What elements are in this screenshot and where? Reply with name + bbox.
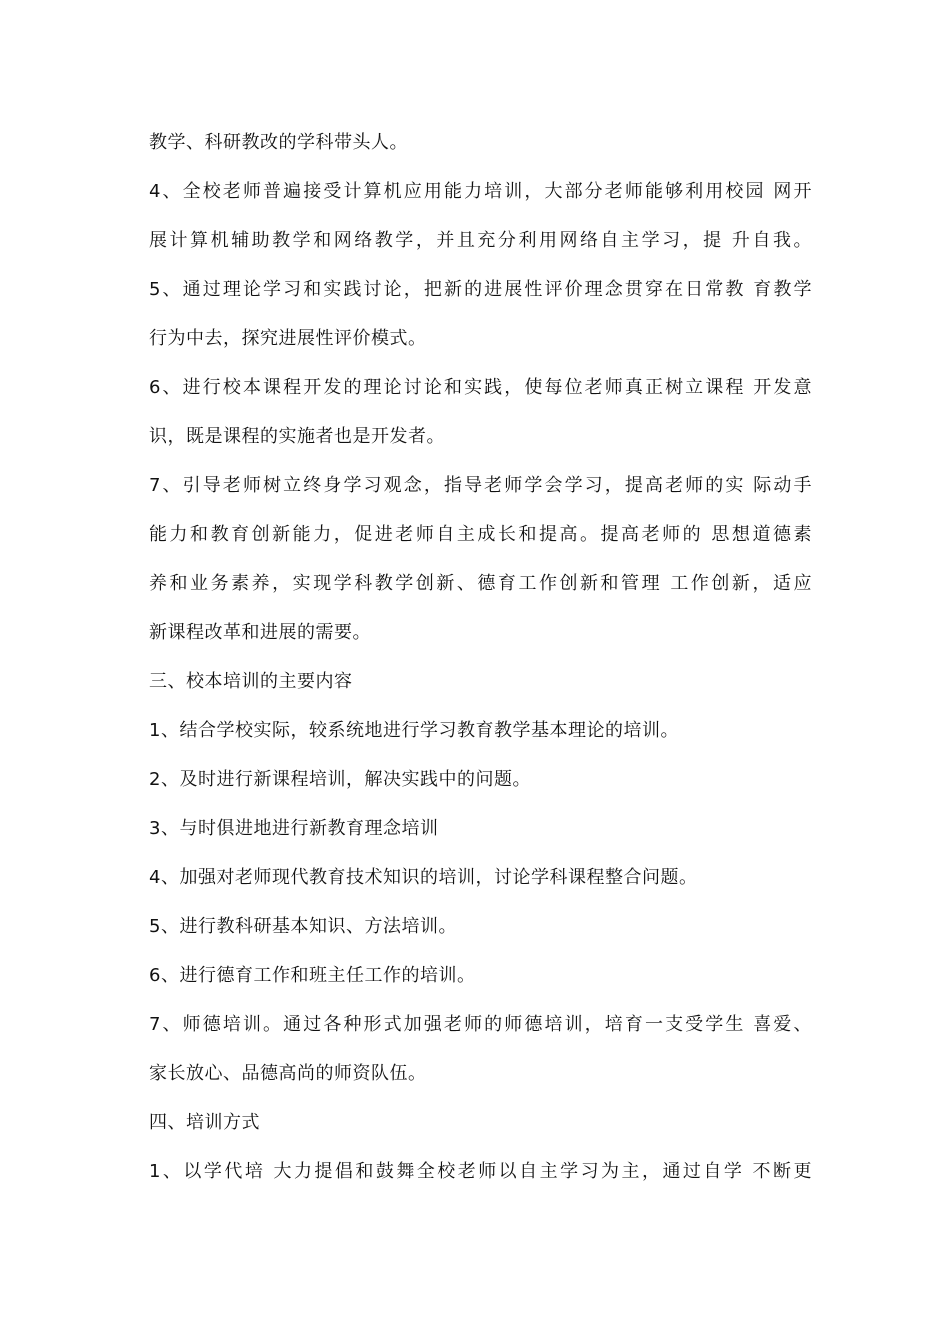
text-line: 7、师德培训。通过各种形式加强老师的师德培训，培育一支受学生 喜爱、 bbox=[149, 1014, 812, 1035]
text-line: 能力和教育创新能力，促进老师自主成长和提高。提高老师的 思想道德素 bbox=[149, 524, 812, 545]
text-line: 6、进行校本课程开发的理论讨论和实践，使每位老师真正树立课程 开发意 bbox=[149, 377, 812, 398]
text-line: 1、以学代培 大力提倡和鼓舞全校老师以自主学习为主，通过自学 不断更 bbox=[149, 1161, 812, 1182]
text-line: 2、及时进行新课程培训，解决实践中的问题。 bbox=[149, 769, 531, 790]
section-heading: 三、校本培训的主要内容 bbox=[149, 671, 353, 692]
text-line: 7、引导老师树立终身学习观念，指导老师学会学习，提高老师的实 际动手 bbox=[149, 475, 812, 496]
text-line: 家长放心、品德高尚的师资队伍。 bbox=[149, 1063, 427, 1084]
text-line: 新课程改革和进展的需要。 bbox=[149, 622, 371, 643]
text-line: 4、全校老师普遍接受计算机应用能力培训，大部分老师能够利用校园 网开 bbox=[149, 181, 812, 202]
text-line: 1、结合学校实际，较系统地进行学习教育教学基本理论的培训。 bbox=[149, 720, 679, 741]
text-line: 6、进行德育工作和班主任工作的培训。 bbox=[149, 965, 476, 986]
text-line: 养和业务素养，实现学科教学创新、德育工作创新和管理 工作创新，适应 bbox=[149, 573, 812, 594]
text-line: 5、进行教科研基本知识、方法培训。 bbox=[149, 916, 457, 937]
text-line: 行为中去，探究进展性评价模式。 bbox=[149, 328, 427, 349]
text-line: 4、加强对老师现代教育技术知识的培训，讨论学科课程整合问题。 bbox=[149, 867, 698, 888]
text-line: 5、通过理论学习和实践讨论，把新的进展性评价理念贯穿在日常教 育教学 bbox=[149, 279, 812, 300]
text-line: 3、与时俱进地进行新教育理念培训 bbox=[149, 818, 439, 839]
section-heading: 四、培训方式 bbox=[149, 1112, 260, 1133]
text-line: 识，既是课程的实施者也是开发者。 bbox=[149, 426, 445, 447]
text-line: 展计算机辅助教学和网络教学，并且充分利用网络自主学习，提 升自我。 bbox=[149, 230, 812, 251]
text-line: 教学、科研教改的学科带头人。 bbox=[149, 132, 408, 153]
